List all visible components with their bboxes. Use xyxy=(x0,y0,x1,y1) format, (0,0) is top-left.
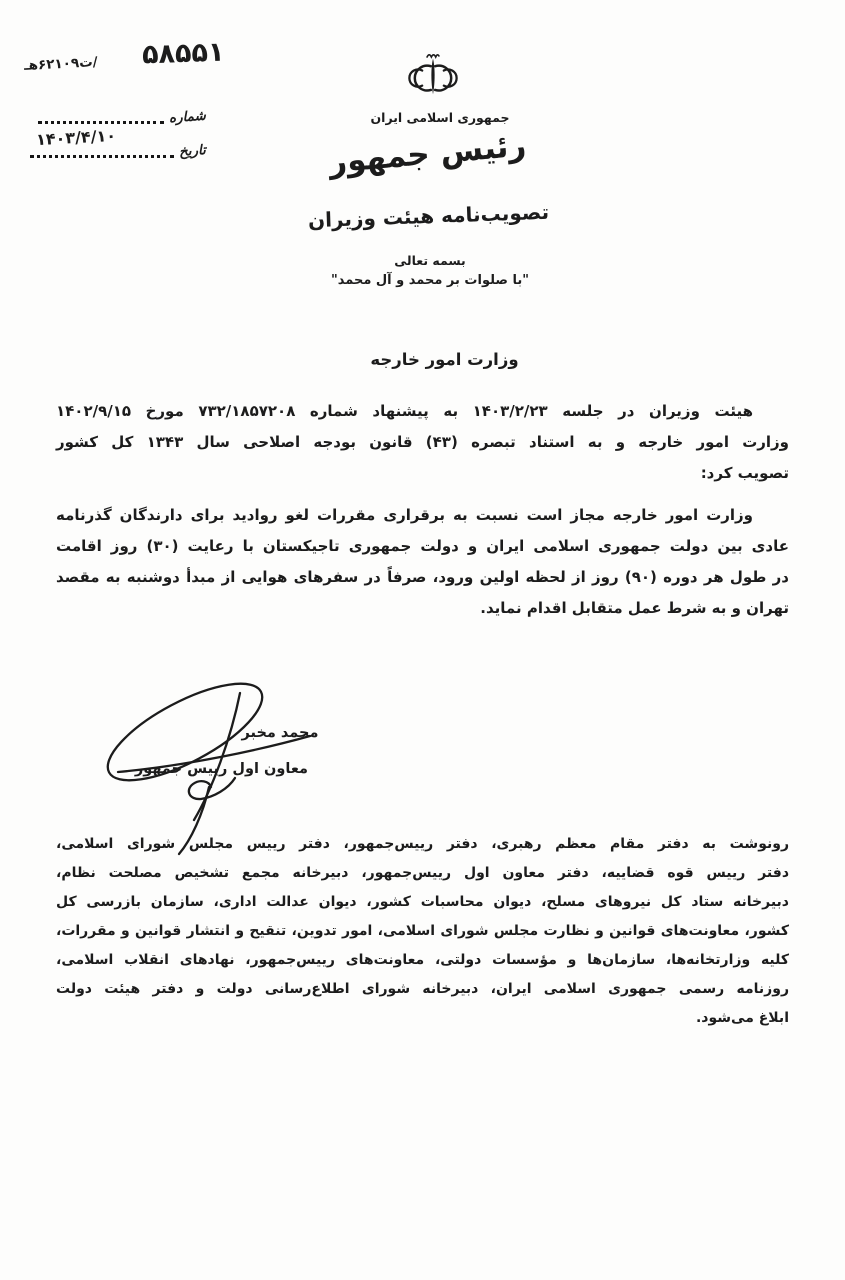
distribution-paragraph xyxy=(56,830,789,1033)
country-name: جمهوری اسلامی ایران xyxy=(370,110,510,125)
date-dotted-line xyxy=(30,151,174,158)
date-label: تاریخ xyxy=(178,141,207,160)
distribution-line-3: دبیرخانه ستاد کل نیروهای مسلح، دیوان محاسبات کشور، دیوان عدالت اداری، سازمان بازرسی کل xyxy=(56,894,789,910)
distribution-line-4: کشور، معاونت‌های قوانین و نظارت مجلس شورای اسلامی، امور تدوین، تنقیح و انتشار قوانین و مقررات، xyxy=(56,923,789,939)
decree-serial-number: ۵۸۵۵۱ xyxy=(141,36,225,71)
office-title-calligraphy: رئیس جمهور xyxy=(327,127,528,181)
reference-number-block xyxy=(24,38,224,100)
intro-line-3: تصویب کرد: xyxy=(700,464,789,482)
iran-emblem-icon xyxy=(406,46,460,108)
intro-paragraph xyxy=(56,396,789,489)
distribution-line-7: ابلاغ می‌شود. xyxy=(695,1010,789,1026)
addressee-heading: وزارت امور خارجه xyxy=(370,350,519,369)
salutation-line: "با صلوات بر محمد و آل محمد" xyxy=(330,273,530,288)
distribution-line-1: رونوشت به دفتر مقام معظم رهبری، دفتر رییس‌جمهور، دفتر رییس مجلس شورای اسلامی، xyxy=(56,836,789,852)
document-type-calligraphy: تصویب‌نامه هیئت وزیران xyxy=(307,199,550,233)
signer-name: محمد مخبر xyxy=(241,725,319,741)
resolution-paragraph xyxy=(56,500,789,624)
date-field xyxy=(28,125,207,160)
intro-line-1: هیئت وزیران در جلسه ۱۴۰۳/۲/۲۳ به پیشنهاد شماره ۷۳۲/۱۸۵۷۲۰۸ مورخ ۱۴۰۲/۹/۱۵ xyxy=(56,402,753,420)
body-line-1: وزارت امور خارجه مجاز است نسبت به برقراری مقررات لغو روادید برای دارندگان گذرنامه xyxy=(56,506,753,524)
distribution-line-5: کلیه وزارتخانه‌ها، سازمان‌ها و مؤسسات دولتی، معاونت‌های رییس‌جمهور، نهادهای انقلاب اسلامی، xyxy=(56,952,789,968)
body-line-4: تهران و به شرط عمل متقابل اقدام نماید. xyxy=(480,599,789,617)
body-line-3: در طول هر دوره (۹۰) روز از لحظه اولین ورود، صرفاً در سفرهای هوایی از مبدأ دوشنبه به مقصد xyxy=(56,568,790,586)
handwritten-date: ۱۴۰۳/۴/۱۰ xyxy=(35,125,117,150)
decree-number-suffix: /ت۶۲۱۰۹هـ xyxy=(23,54,99,74)
signer-title: معاون اول رییس جمهور xyxy=(134,761,308,777)
invocation-besmele: بسمه تعالی xyxy=(394,253,466,268)
distribution-line-6: روزنامه رسمی جمهوری اسلامی ایران، دبیرخانه شورای اطلاع‌رسانی دولت و دفتر هیئت دولت xyxy=(56,981,789,997)
intro-line-2: وزارت امور خارجه و به استناد تبصره (۴۳) قانون بودجه اصلاحی سال ۱۳۴۳ کل کشور xyxy=(56,433,790,451)
body-line-2: عادی بین دولت جمهوری اسلامی ایران و دولت جمهوری تاجیکستان با رعایت (۳۰) روز اقامت xyxy=(56,537,789,555)
distribution-line-2: دفتر رییس قوه قضاییه، دفتر معاون اول رییس‌جمهور، دبیرخانه مجمع تشخیص مصلحت نظام، xyxy=(56,865,789,881)
number-label: شماره xyxy=(168,107,207,126)
